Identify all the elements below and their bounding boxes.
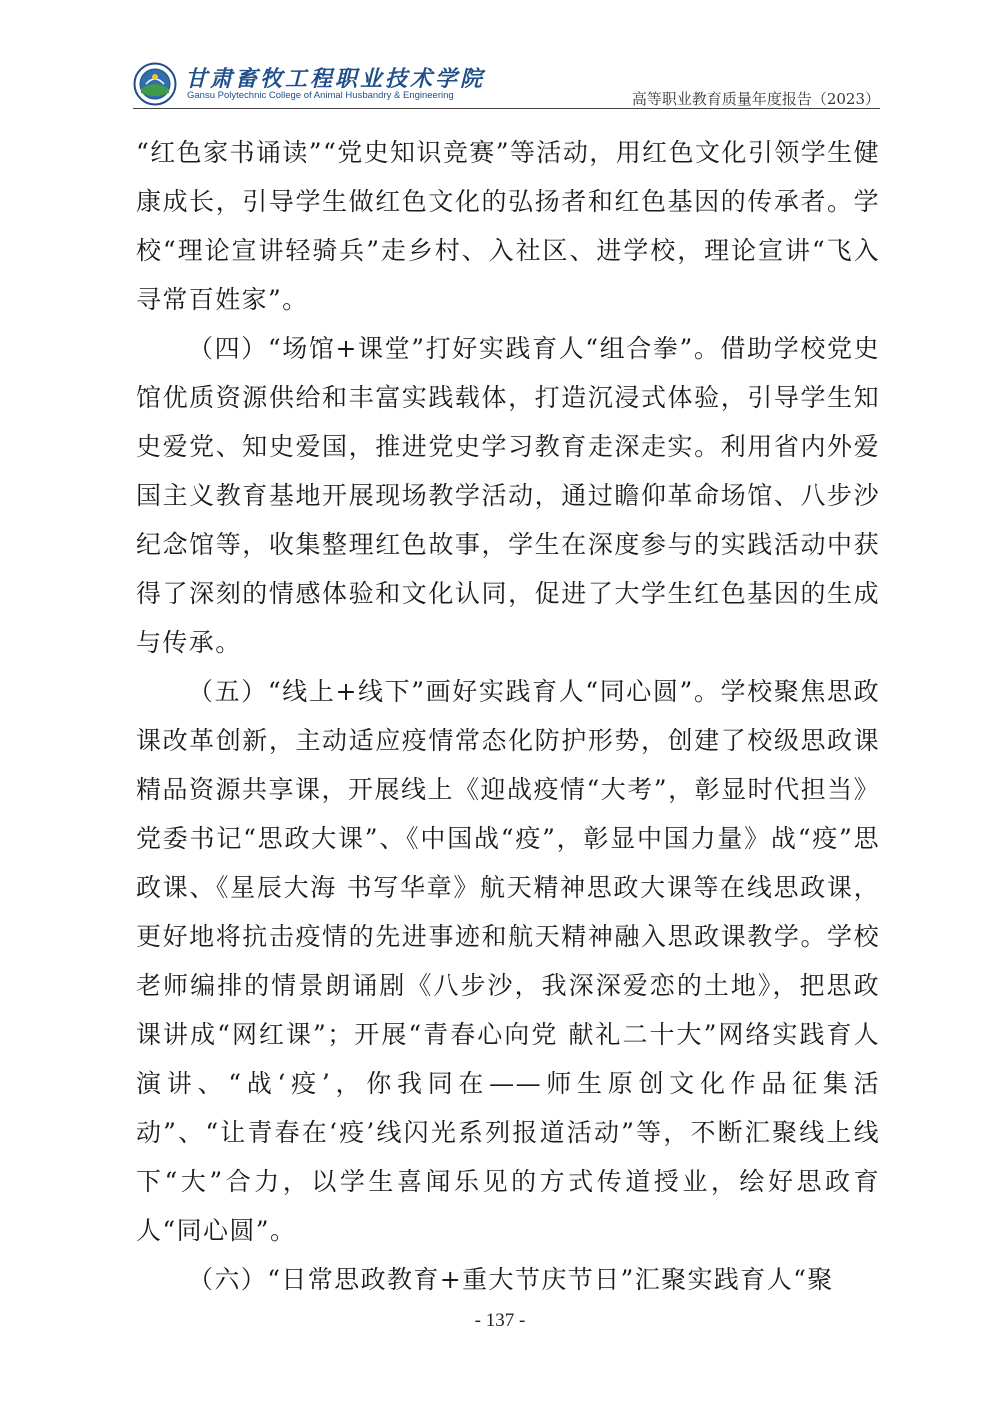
- paragraph-section-5: （五）“线上+线下”画好实践育人“同心圆”。学校聚焦思政课改革创新，主动适应疫情常态化防护形势，创建了校级思政课精品资源共享课，开展线上《迎战疫情“大考”，彰显时代担当》党委书记“思政大课”、《中国战“疫”，彰显中国力量》战“疫”思政课、《星辰大海 书写华章》航天精神思政大课等在线思政课，更好地将抗击疫情的先进事迹和航天精神融入思政课教学。学校老师编排的情景朗诵剧《八步沙，我深深爱恋的土地》，把思政课讲成“网红课”；开展“青春心向党 献礼二十大”网络实践育人演讲、“战‘疫’，你我同在——师生原创文化作品征集活动”、“让青春在‘疫’线闪光系列报道活动”等，不断汇聚线上线下“大”合力，以学生喜闻乐见的方式传道授业，绘好思政育人“同心圆”。: [136, 677, 880, 1245]
- report-title: 高等职业教育质量年度报告（2023）: [631, 90, 880, 108]
- paragraph-continued: “红色家书诵读”“党史知识竞赛”等活动，用红色文化引领学生健康成长，引导学生做红色文化的弘扬者和红色基因的传承者。学校“理论宣讲轻骑兵”走乡村、入社区、进学校，理论宣讲“飞入寻常百姓家”。: [136, 138, 880, 314]
- page-number: - 137 -: [474, 1310, 526, 1331]
- school-name-cn: 甘肃畜牧工程职业技术学院: [185, 67, 486, 92]
- page-body: [136, 128, 880, 1304]
- page-header: [133, 58, 880, 108]
- school-name-en: Gansu Polytechnic College of Animal Husbandry & Engineering: [187, 90, 454, 101]
- paragraph-section-4: （四）“场馆+课堂”打好实践育人“组合拳”。借助学校党史馆优质资源供给和丰富实践载体，打造沉浸式体验，引导学生知史爱党、知史爱国，推进党史学习教育走深走实。利用省内外爱国主义教育基地开展现场教学活动，通过瞻仰革命场馆、八步沙纪念馆等，收集整理红色故事，学生在深度参与的实践活动中获得了深刻的情感体验和文化认同，促进了大学生红色基因的生成与传承。: [136, 334, 880, 657]
- header-divider: [133, 108, 880, 109]
- school-emblem-icon: [133, 62, 177, 106]
- paragraph-section-6: （六）“日常思政教育+重大节庆节日”汇聚实践育人“聚: [188, 1265, 834, 1294]
